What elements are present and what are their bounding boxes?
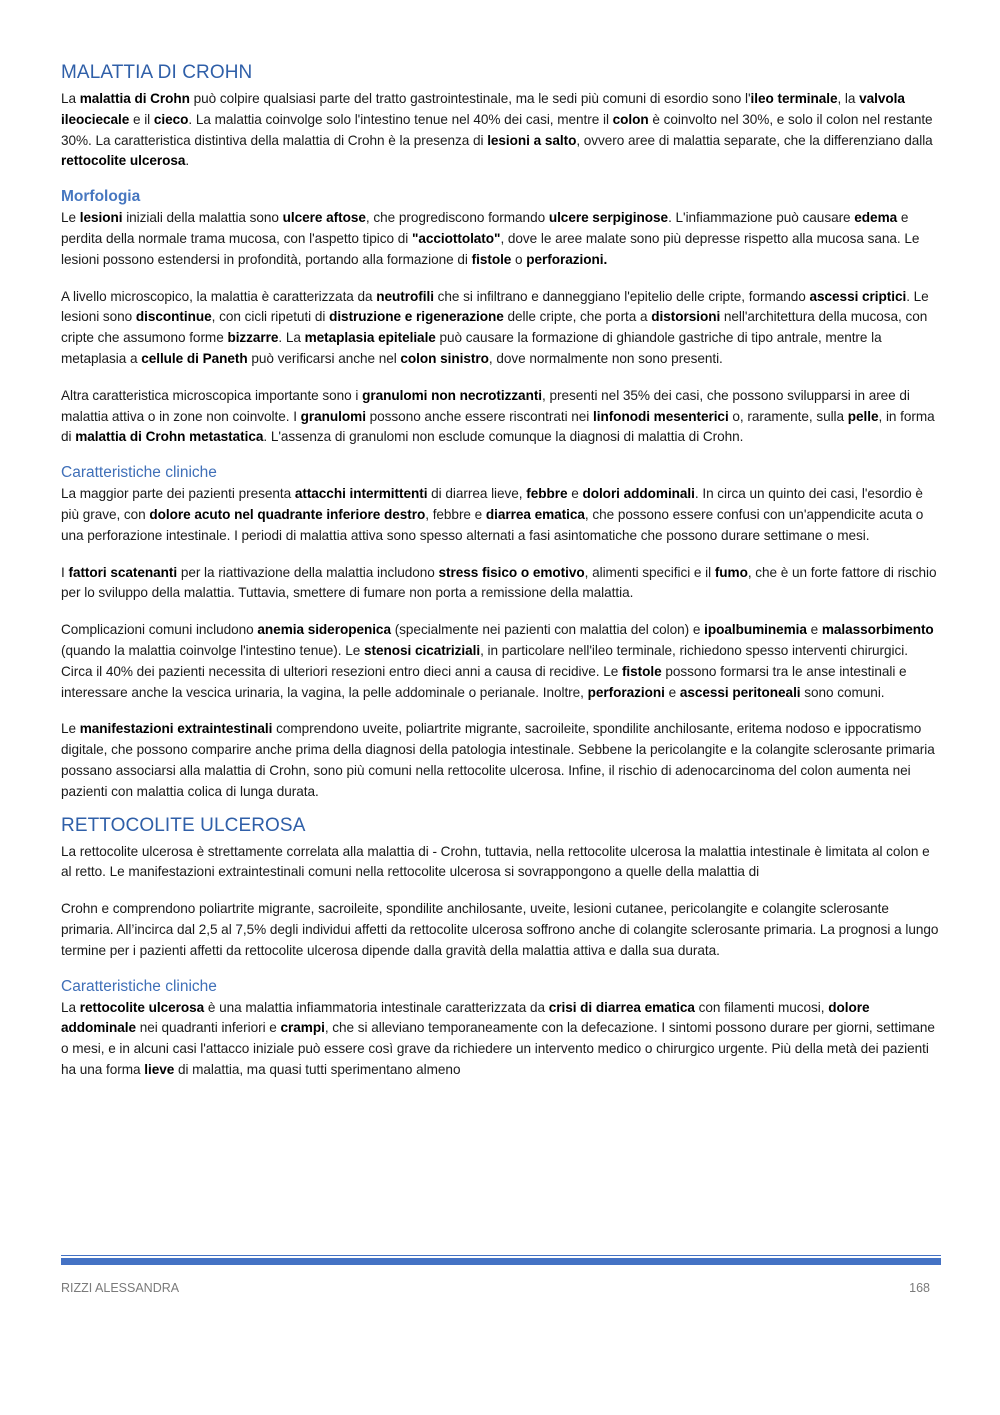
bold-term: fistole (621, 663, 662, 679)
text-run: , con cicli ripetuti di (211, 309, 330, 325)
bold-term: edema (854, 210, 898, 226)
page-number: 168 (909, 1281, 930, 1295)
text-run: , presenti nel 35% dei casi, che possono svilupparsi in aree di malattia attiva o in zone non coinvolte. I (61, 387, 910, 424)
text-run: sono comuni. (800, 684, 885, 700)
text-run: , febbre e (425, 506, 486, 522)
text-run: è una malattia infiammatoria intestinale caratterizzata da (204, 999, 549, 1015)
bold-term: bizzarre (227, 330, 279, 346)
paragraph (61, 287, 941, 370)
bold-term: ileo terminale (750, 91, 838, 106)
text-run: . La malattia coinvolge solo l'intestino tenue nel 40% dei casi, mentre il (188, 111, 613, 127)
bold-term: lieve (144, 1061, 175, 1077)
text-run: . (185, 153, 190, 169)
text-run: . In circa un quinto dei casi, l'esordio è più grave, con (61, 486, 923, 522)
bold-term: febbre (526, 486, 568, 502)
text-run: La (61, 999, 80, 1015)
text-run: , che è un forte fattore di rischio per lo sviluppo della malattia. Tuttavia, smettere di fumare non porta a remissione della malattia. (61, 564, 937, 601)
text-run: . L'assenza di granulomi non esclude comunque la diagnosi di malattia di Crohn. (263, 429, 744, 445)
subsection-title-cliniche: Caratteristiche cliniche (61, 464, 217, 482)
bold-term: attacchi intermittenti (294, 486, 428, 502)
text-run: Altra caratteristica microscopica importante sono i (61, 387, 363, 403)
text-run: , che possono essere confusi con un'appendicite acuta o una perforazione intestinale. I periodi di malattia attiva sono spesso alternati a fasi asintomatiche che possono durare settimane o mesi. (61, 506, 924, 543)
text-run: può causare la formazione di ghiandole gastriche di tipo antrale, mentre la metaplasia a (61, 330, 882, 366)
bold-term: colon sinistro (400, 350, 489, 366)
text-run: possono anche essere riscontrati nei (365, 408, 593, 424)
text-run: . La (278, 330, 305, 346)
text-run: (quando la malattia coinvolge l'intestino tenue). Le (61, 642, 364, 658)
text-run: Le (61, 210, 80, 226)
bold-term: distorsioni (651, 309, 721, 325)
bold-term: anemia sideropenica (257, 622, 391, 638)
text-run: con filamenti mucosi, (694, 999, 829, 1015)
footer-author: RIZZI ALESSANDRA (61, 1281, 180, 1295)
bold-term: fistole (471, 251, 512, 267)
paragraph (61, 620, 941, 703)
text-run: che si infiltrano e danneggiano l'epitelio delle cripte, formando (433, 288, 810, 304)
text-run: La rettocolite ulcerosa è strettamente correlata alla malattia di - Crohn, tuttavia, nella rettocolite ulcerosa la malattia intestinale è limitata al colon e al retto. Le manifestazioni extraintestinali comuni nella rettocolite ulcerosa si sovrappongono a quelle della malattia di (61, 843, 930, 880)
bold-term: malattia di Crohn metastatica (75, 429, 264, 445)
text-run: o, raramente, sulla (728, 408, 848, 424)
text-run: comprendono uveite, poliartrite migrante, sacroileite, spondilite anchilosante, eritema nodoso e ippocratismo digitale, che possono comparire anche prima della diagnosi della patologia intestinale. Sebbene la pericolangite e la colangite sclerosante primaria possano associarsi alla malattia di Crohn, sono più comuni nella rettocolite ulcerosa. Infine, il rischio di adenocarcinoma del colon aumenta nei pazienti con malattia colica di lunga durata. (61, 721, 935, 799)
paragraph (61, 208, 941, 270)
paragraph (61, 563, 941, 605)
text-run: , dove le aree malate sono più depresse rispetto alla mucosa sana. Le lesioni possono estendersi in profondità, portando alla formazione di (61, 230, 920, 267)
text-run: di malattia, ma quasi tutti sperimentano almeno (174, 1061, 461, 1077)
bold-term: diarrea ematica (485, 506, 585, 522)
bold-term: distruzione e rigenerazione (329, 309, 504, 325)
text-run: di diarrea lieve, (427, 486, 527, 502)
text-run: Complicazioni comuni includono (61, 622, 258, 638)
bold-term: valvola ileociecale (61, 91, 905, 127)
bold-term: perforazioni. (526, 251, 608, 267)
bold-term: linfonodi mesenterici (593, 408, 729, 424)
bold-term: dolore addominale (61, 999, 870, 1036)
text-run: è coinvolto nel 30%, e solo il colon nel restante 30%. La caratteristica distintiva della malattia di Crohn è la presenza di (61, 111, 933, 148)
text-run: La (61, 91, 80, 106)
bold-term: cellule di Paneth (141, 350, 248, 366)
text-run: , la (837, 91, 860, 106)
bold-term: malattia di Crohn (79, 91, 190, 106)
section-title-rettocolite: RETTOCOLITE ULCEROSA (61, 814, 306, 836)
text-run: nell'architettura della mucosa, con cripte che assumono forme (61, 309, 928, 346)
text-run: (specialmente nei pazienti con malattia del colon) e (390, 622, 705, 638)
text-run: può verificarsi anche nel (247, 350, 401, 366)
bold-term: crisi di diarrea ematica (548, 999, 695, 1015)
paragraph (61, 484, 941, 546)
bold-term: fattori scatenanti (68, 564, 178, 580)
text-run: e (664, 684, 680, 700)
text-run: , alimenti specifici e il (584, 564, 715, 580)
subsection-title-morfologia: Morfologia (61, 188, 141, 206)
text-run: per la riattivazione della malattia includono (177, 564, 439, 580)
subsection-title-cliniche-rcu: Caratteristiche cliniche (61, 977, 217, 995)
bold-term: "acciottolato" (411, 230, 501, 246)
text-run: nei quadranti inferiori e (136, 1020, 281, 1036)
text-run: Crohn e comprendono poliartrite migrante, sacroileite, spondilite anchilosante, uveite, lesioni cutanee, pericolangite e colangite sclerosante primaria. All’incirca dal 2,5 al 7,5% degli individui affetti da rettocolite ulcerosa soffrono anche di colangite sclerosante primaria. La prognosi a lungo termine per i pazienti affetti da rettocolite ulcerosa dipende dalla gravità della malattia attiva e dalla sua durata. (61, 901, 939, 958)
bold-term: rettocolite ulcerosa (79, 999, 205, 1015)
paragraph (61, 89, 941, 172)
text-run: iniziali della malattia sono (122, 210, 283, 226)
bold-term: lesioni a salto (487, 132, 577, 148)
bold-term: dolore acuto nel quadrante inferiore destro (149, 506, 426, 522)
bold-term: lesioni (79, 210, 123, 226)
bold-term: ulcere aftose (282, 210, 366, 226)
bold-term: ascessi criptici (809, 288, 907, 304)
text-run: , ovvero aree di malattia separate, che la differenziano dalla (576, 132, 933, 148)
bold-term: manifestazioni extraintestinali (79, 721, 273, 737)
bold-term: granulomi non necrotizzanti (362, 387, 543, 403)
bold-term: perforazioni (587, 684, 665, 700)
bold-term: ipoalbuminemia (704, 622, 807, 638)
text-run: La maggior parte dei pazienti presenta (61, 486, 295, 502)
footer-divider (61, 1258, 941, 1265)
paragraph (61, 842, 941, 884)
text-run: , in particolare nell'ileo terminale, richiedono spesso interventi chirurgici. Circa il 40% dei pazienti necessita di ulteriori resezioni entro dieci anni a causa di recidive. Le (61, 642, 908, 679)
text-run: e (567, 486, 583, 502)
bold-term: stress fisico o emotivo (438, 564, 585, 580)
bold-term: colon (612, 111, 649, 127)
bold-term: cieco (153, 111, 189, 127)
text-run: possono formarsi tra le anse intestinali e interessare anche la vescica urinaria, la vagina, la pelle addominale o perianale. Inoltre, (61, 663, 907, 700)
bold-term: neutrofili (376, 288, 434, 304)
bold-term: stenosi cicatriziali (363, 642, 481, 658)
bold-term: fumo (714, 564, 748, 580)
paragraph (61, 998, 941, 1081)
paragraph (61, 899, 941, 961)
section-title-crohn: MALATTIA DI CROHN (61, 62, 253, 83)
text-run: A livello microscopico, la malattia è caratterizzata da (61, 288, 377, 304)
text-run: , in forma di (61, 408, 935, 445)
bold-term: ascessi peritoneali (679, 684, 801, 700)
text-run: e il (129, 111, 154, 127)
text-run: Le (61, 721, 80, 737)
text-run: . L'infiammazione può causare (668, 210, 855, 226)
document-page (61, 62, 941, 1081)
text-run: può colpire qualsiasi parte del tratto gastrointestinale, ma le sedi più comuni di esordio sono l' (189, 91, 751, 106)
bold-term: metaplasia epiteliale (304, 330, 436, 346)
text-run: , dove normalmente non sono presenti. (488, 350, 723, 366)
text-run: o (511, 251, 527, 267)
text-run: I (61, 564, 69, 580)
text-run: e (806, 622, 822, 638)
paragraph (61, 386, 941, 448)
text-run: delle cripte, che porta a (503, 309, 652, 325)
paragraph (61, 719, 941, 802)
bold-term: malassorbimento (821, 622, 934, 638)
bold-term: pelle (847, 408, 879, 424)
text-run: , che si alleviano temporaneamente con la defecazione. I sintomi possono durare per giorni, settimane o mesi, e in alcuni casi l'attacco iniziale può essere così grave da richiedere un intervento medico o chirurgico urgente. Più della metà dei pazienti ha una forma (61, 1020, 935, 1077)
bold-term: discontinue (135, 309, 212, 325)
bold-term: granulomi (300, 408, 366, 424)
bold-term: dolori addominali (582, 486, 695, 502)
bold-term: rettocolite ulcerosa (61, 153, 186, 169)
text-run: . Le lesioni sono (61, 288, 929, 325)
text-run: e perdita della normale trama mucosa, con l'aspetto tipico di (61, 210, 909, 246)
bold-term: crampi (280, 1020, 325, 1036)
bold-term: ulcere serpiginose (548, 210, 669, 226)
text-run: , che progrediscono formando (365, 210, 549, 226)
